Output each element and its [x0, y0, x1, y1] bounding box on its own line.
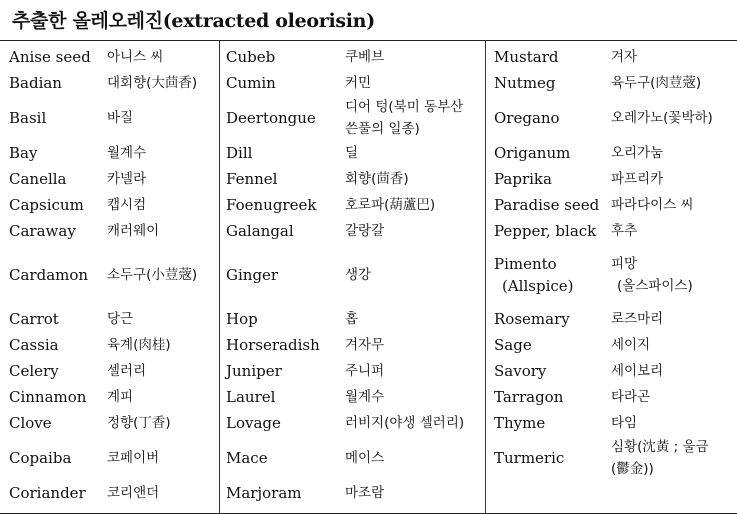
spice-name-ko: 메이스: [345, 450, 385, 466]
spice-name-ko: 생강: [345, 267, 372, 283]
spice-name-ko: 주니퍼: [345, 363, 385, 379]
spice-name-ko: 바질: [107, 110, 134, 126]
spice-name-ko: 캡시컴: [107, 197, 147, 213]
spice-name-ko: 심황(沈黃 ; 울금: [611, 439, 709, 455]
spice-name-ko: 코페이버: [107, 450, 160, 466]
spice-name-en: Capsicum: [9, 196, 84, 214]
spice-name-ko: 계피: [107, 389, 134, 405]
spice-name-en: Cubeb: [226, 48, 276, 66]
spice-name-ko: 육두구(肉荳蔲): [611, 75, 702, 91]
spice-name-en: Cardamon: [9, 266, 89, 284]
spice-name-ko: 겨자무: [345, 337, 385, 353]
spice-name-en: Juniper: [226, 362, 282, 380]
spice-name-ko: 타라곤: [611, 389, 651, 405]
spice-name-ko: 겨자: [611, 49, 638, 65]
spice-name-en: Copaiba: [9, 449, 72, 467]
spice-name-en: Deertongue: [226, 109, 316, 127]
spice-name-en: Pepper, black: [494, 222, 597, 240]
column-divider-2: [485, 41, 486, 513]
spice-name-ko: 세이지: [611, 337, 651, 353]
spice-name-en: Fennel: [226, 170, 278, 188]
spice-name-en: Nutmeg: [494, 74, 556, 92]
spice-name-ko: 소두구(小荳蔲): [107, 267, 198, 283]
spice-name-ko: 갈랑갈: [345, 223, 385, 239]
spice-name-ko-line2: 쓴풀의 일종): [345, 121, 420, 137]
spice-name-en: Paradise seed: [494, 196, 600, 214]
spice-name-ko: 세이보리: [611, 363, 664, 379]
spice-name-en: Mustard: [494, 48, 559, 66]
spice-name-en: Rosemary: [494, 310, 570, 328]
spice-name-ko: 코리앤더: [107, 485, 160, 501]
spice-name-ko: 타임: [611, 415, 638, 431]
spice-name-ko: 월계수: [107, 145, 147, 161]
spice-name-en: Basil: [9, 109, 47, 127]
spice-name-ko: 디어 텅(북미 동부산: [345, 99, 464, 115]
spice-name-en: Tarragon: [494, 388, 564, 406]
spice-name-en: Caraway: [9, 222, 76, 240]
spice-name-ko: 파라다이스 씨: [611, 197, 694, 213]
spice-name-en: Foenugreek: [226, 196, 317, 214]
spice-name-en: Celery: [9, 362, 59, 380]
spice-name-ko: 피망: [611, 256, 638, 272]
spice-name-en: Cinnamon: [9, 388, 87, 406]
spice-name-ko: 홉: [345, 311, 359, 327]
spice-name-en: Mace: [226, 449, 268, 467]
spice-name-ko: 후추: [611, 223, 638, 239]
spice-name-ko: 오레가노(꽃박하): [611, 110, 713, 126]
spice-name-en: Bay: [9, 144, 38, 162]
spice-name-ko: 아니스 씨: [107, 49, 164, 65]
spice-name-en: Coriander: [9, 484, 86, 502]
spice-name-ko: 오리가눔: [611, 145, 664, 161]
spice-name-en: Savory: [494, 362, 547, 380]
spice-name-ko-line2: (鬱金)): [611, 461, 654, 477]
spice-name-en: Badian: [9, 74, 62, 92]
spice-name-ko: 대회향(大茴香): [107, 75, 198, 91]
spice-name-ko: 러비지(야생 셀러리): [345, 415, 465, 431]
page-title: 추출한 올레오레진(extracted oleorisin): [12, 10, 375, 32]
spice-name-en: Origanum: [494, 144, 571, 162]
spice-name-ko: 파프리카: [611, 171, 664, 187]
spice-name-en: Horseradish: [226, 336, 320, 354]
spice-name-en-line2: (Allspice): [502, 277, 574, 295]
spice-name-en: Sage: [494, 336, 532, 354]
spice-name-en: Carrot: [9, 310, 59, 328]
spice-name-en: Clove: [9, 414, 52, 432]
spice-name-ko: 육계(肉桂): [107, 337, 171, 353]
spice-name-en: Hop: [226, 310, 258, 328]
spice-name-en: Turmeric: [494, 449, 565, 467]
spice-name-en: Cassia: [9, 336, 59, 354]
spice-name-ko: 딜: [345, 145, 359, 161]
spice-name-en: Canella: [9, 170, 67, 188]
spice-name-ko: 커민: [345, 75, 372, 91]
spice-name-en: Anise seed: [9, 48, 91, 66]
spice-name-en: Oregano: [494, 109, 560, 127]
spice-name-en: Dill: [226, 144, 253, 162]
spice-name-en: Paprika: [494, 170, 552, 188]
spice-name-ko: 회향(茴香): [345, 171, 409, 187]
spice-name-ko: 쿠베브: [345, 49, 385, 65]
spice-name-en: Lovage: [226, 414, 281, 432]
spice-name-ko-line2: (올스파이스): [617, 278, 693, 294]
spice-name-ko: 월계수: [345, 389, 385, 405]
spice-name-en: Pimento: [494, 255, 557, 273]
spice-name-ko: 정향(丁香): [107, 415, 171, 431]
spice-name-ko: 셀러리: [107, 363, 147, 379]
spice-name-en: Galangal: [226, 222, 294, 240]
spice-name-en: Ginger: [226, 266, 279, 284]
spice-name-ko: 캐러웨이: [107, 223, 160, 239]
column-divider-1: [219, 41, 220, 513]
spice-name-ko: 로즈마리: [611, 311, 664, 327]
spice-name-en: Cumin: [226, 74, 276, 92]
spice-name-ko: 당근: [107, 311, 134, 327]
top-rule: [0, 40, 737, 41]
spice-name-en: Thyme: [494, 414, 546, 432]
spice-name-ko: 마조람: [345, 485, 385, 501]
spice-name-ko: 카넬라: [107, 171, 147, 187]
spice-name-ko: 호로파(葫蘆巴): [345, 197, 436, 213]
spice-name-en: Laurel: [226, 388, 276, 406]
spice-name-en: Marjoram: [226, 484, 302, 502]
